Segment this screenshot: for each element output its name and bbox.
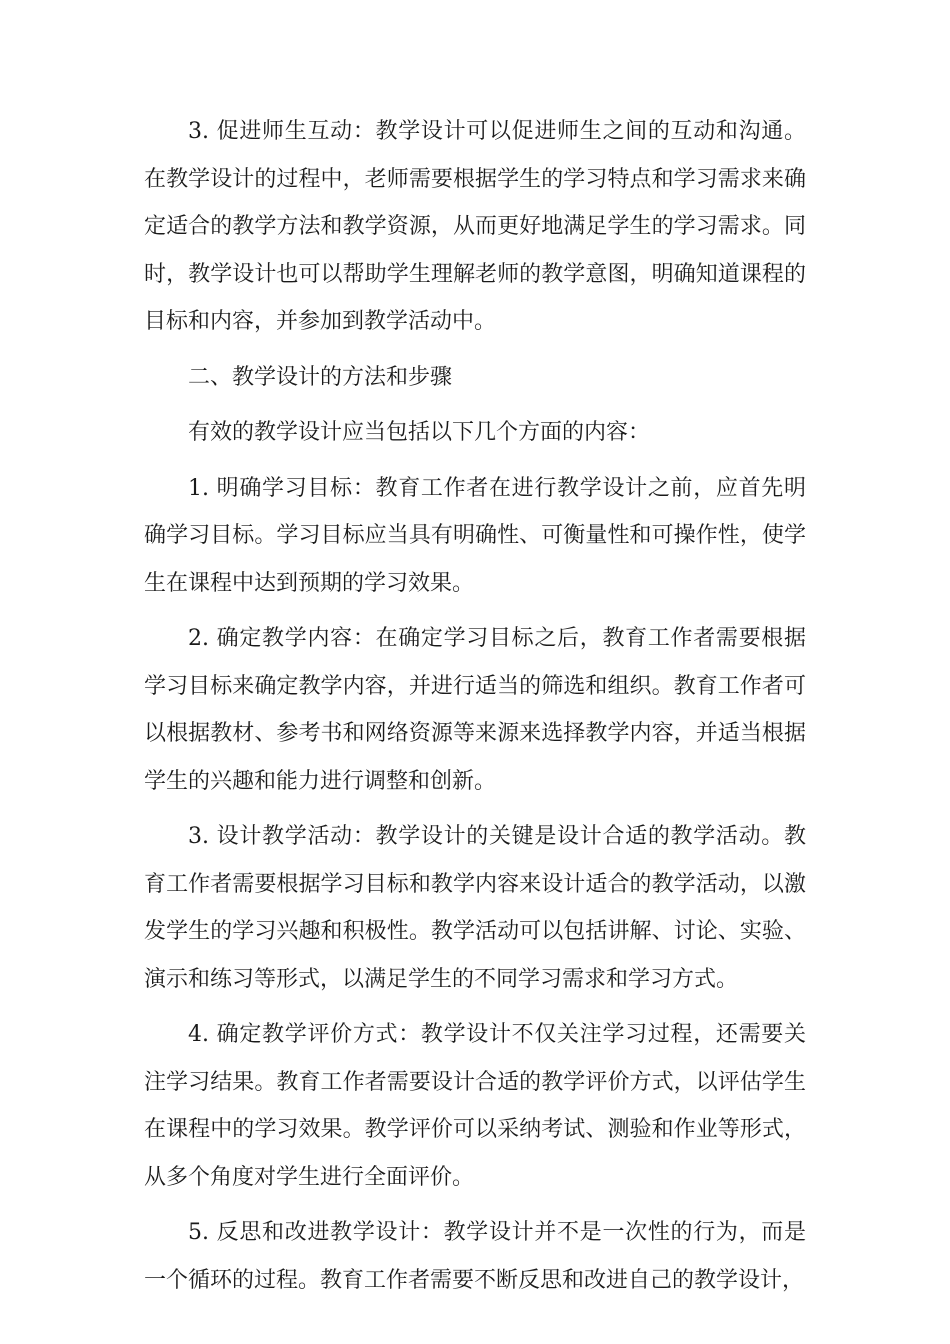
paragraph-step-5: 5. 反思和改进教学设计：教学设计并不是一次性的行为，而是一个循环的过程。教育工作者需要不断反思和改进自己的教学设计， [144,1220,806,1293]
paragraph-step-2: 2. 确定教学内容：在确定学习目标之后，教育工作者需要根据学习目标来确定教学内容，并进行适当的筛选和组织。教育工作者可以根据教材、参考书和网络资源等来源来选择教学内容，并适当根据学生的兴趣和能力进行调整和创新。 [144,626,806,794]
paragraph-step-4: 4. 确定教学评价方式：教学设计不仅关注学习过程，还需要关注学习结果。教育工作者需要设计合适的教学评价方式，以评估学生在课程中的学习效果。教学评价可以采纳考试、测验和作业等形式，从多个角度对学生进行全面评价。 [144,1022,806,1190]
paragraph-interaction: 3. 促进师生互动：教学设计可以促进师生之间的互动和沟通。在教学设计的过程中，老师需要根据学生的学习特点和学习需求来确定适合的教学方法和教学资源，从而更好地满足学生的学习需求。同时，教学设计也可以帮助学生理解老师的教学意图，明确知道课程的目标和内容，并参加到教学活动中。 [144,119,806,334]
document-body [144,108,806,1312]
paragraph-intro: 有效的教学设计应当包括以下几个方面的内容： [188,420,651,445]
paragraph-step-3: 3. 设计教学活动：教学设计的关键是设计合适的教学活动。教育工作者需要根据学习目标和教学内容来设计适合的教学活动，以激发学生的学习兴趣和积极性。教学活动可以包括讲解、讨论、实验、演示和练习等形式，以满足学生的不同学习需求和学习方式。 [144,824,806,992]
paragraph-step-1: 1. 明确学习目标：教育工作者在进行教学设计之前，应首先明确学习目标。学习目标应当具有明确性、可衡量性和可操作性，使学生在课程中达到预期的学习效果。 [144,475,806,596]
section-heading: 二、教学设计的方法和步骤 [188,364,453,390]
